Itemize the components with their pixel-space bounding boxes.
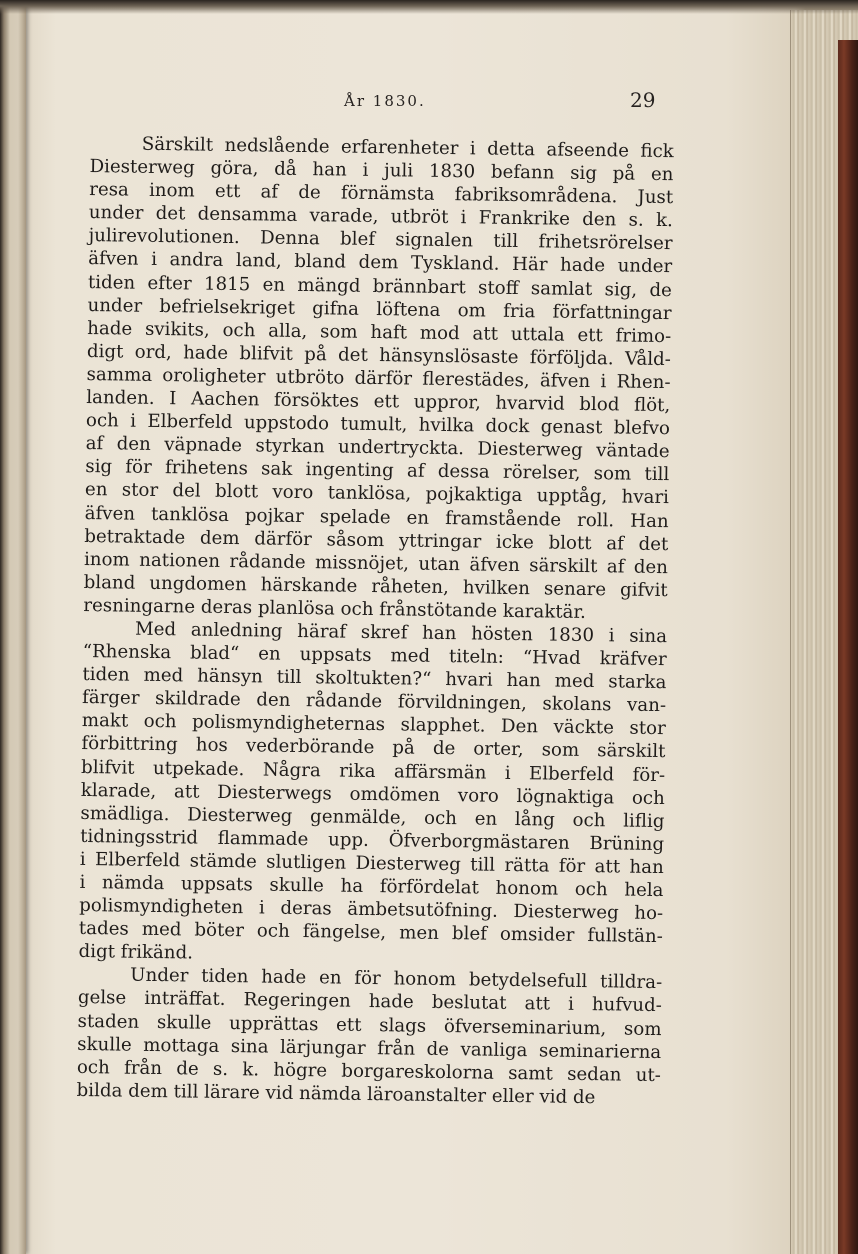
text-line: resningarne deras planlösa och frånstötande karaktär. — [83, 594, 587, 623]
text-line: blifvit utpekade. Några rika affärsmän i Elberfeld för- — [80, 756, 666, 786]
text-line: tiden efter 1815 en mängd brännbart stoff samlat sig, de — [87, 271, 672, 301]
text-line: smädliga. Diesterweg genmälde, och en lång och liflig — [80, 802, 665, 832]
text-line: och i Elberfeld uppstodo tumult, hvilka dock genast blefvo — [85, 410, 671, 440]
text-line: skulle mottaga sina lärjungar från de vanliga seminarierna — [77, 1033, 662, 1063]
paragraph — [76, 963, 662, 1110]
text-line: betraktade dem därför såsom yttringar icke blott af det — [84, 525, 669, 555]
text-line: äfven i andra land, bland dem Tyskland. Här hade under — [88, 248, 673, 278]
text-line: resa inom ett af de förnämsta fabriksområdena. Just — [89, 179, 674, 209]
paragraph — [83, 132, 674, 625]
text-line: och från de s. k. högre borgareskolorna samt sedan ut- — [76, 1056, 662, 1086]
text-line: Under tiden hade en för honom betydelsefull tilldra- — [130, 965, 663, 994]
text-line: tiden med hänsyn till skoltukten?“ hvari han med starka — [82, 664, 667, 694]
text-line: landen. I Aachen försöktes ett uppror, hvarvid blod flöt, — [86, 387, 671, 417]
text-line: af den väpnade styrkan undertryckta. Diesterweg väntade — [85, 433, 670, 463]
text-line: polismyndigheten i deras ämbetsutöfning. Diesterweg ho- — [79, 895, 664, 925]
text-line: bilda dem till lärare vid nämda läroanstalter eller vid de — [76, 1079, 596, 1108]
text-line: i nämda uppsats skulle ha förfördelat honom och hela — [79, 871, 664, 902]
text-line: digt ord, hade blifvit på det hänsynslösaste förföljda. Våld- — [86, 340, 672, 370]
text-line: under det densamma varade, utbröt i Frankrike den s. k. — [88, 202, 673, 232]
text-line: äfven tanklösa pojkar spelade en framstående roll. Han — [84, 502, 669, 532]
text-line: Särskilt nedslående erfarenheter i detta afseende fick — [141, 133, 674, 163]
text-line: förbittring hos vederbörande på de orter, som särskilt — [81, 733, 666, 763]
text-line: tades med böter och fängelse, men blef omsider fullstän- — [78, 918, 663, 948]
text-line: staden skulle upprättas ett slags öfverseminarium, som — [77, 1010, 662, 1040]
top-shadow — [0, 0, 858, 14]
text-line: i Elberfeld stämde slutligen Diesterweg till rätta för att han — [79, 848, 664, 878]
text-line: bland ungdomen härskande råheten, hvilken senare gifvit — [83, 571, 668, 601]
text-line: en stor del blott voro tanklösa, pojkaktiga upptåg, hvari — [84, 479, 670, 509]
text-line: Med anledning häraf skref han hösten 1830 i sina — [134, 618, 668, 648]
text-line: julirevolutionen. Denna blef signalen till frihetsrörelser — [88, 225, 673, 255]
text-line: klarade, att Diesterwegs omdömen voro lögnaktiga och — [80, 779, 665, 809]
text-line: digt frikänd. — [78, 941, 194, 964]
text-line: Diesterweg göra, då han i juli 1830 befann sig på en — [89, 156, 674, 186]
left-page-fold — [0, 0, 26, 1254]
text-line: samma oroligheter utbröto därför flerestädes, äfven i Rhen- — [86, 363, 671, 394]
text-line: färger skildrade den rådande förvildningen, skolans van- — [81, 687, 667, 717]
page-number: 29 — [630, 88, 656, 112]
text-line: under befrielsekriget gifna löftena om fria författningar — [87, 294, 672, 324]
text-line: inom nationen rådande missnöjet, utan äfven särskilt af den — [83, 548, 669, 578]
text-line: “Rhenska blad“ en uppsats med titeln: “Hvad kräfver — [82, 641, 667, 671]
text-line: sig för frihetens sak ingenting af dessa rörelser, som till — [85, 456, 670, 486]
running-header — [26, 88, 790, 112]
book-binding — [838, 40, 858, 1254]
text-line: makt och polismyndigheternas slapphet. Den väckte stor — [81, 710, 666, 740]
paragraph — [78, 617, 667, 972]
text-line: tidningsstrid flammade upp. Öfverborgmästaren Brüning — [80, 825, 665, 855]
running-title: År 1830. — [344, 92, 426, 110]
body-text — [76, 132, 673, 1110]
text-line: gelse inträffat. Regeringen hade beslutat att i hufvud- — [77, 987, 662, 1017]
text-line: hade svikits, och alla, som haft mod att uttala ett frimo- — [87, 317, 672, 347]
